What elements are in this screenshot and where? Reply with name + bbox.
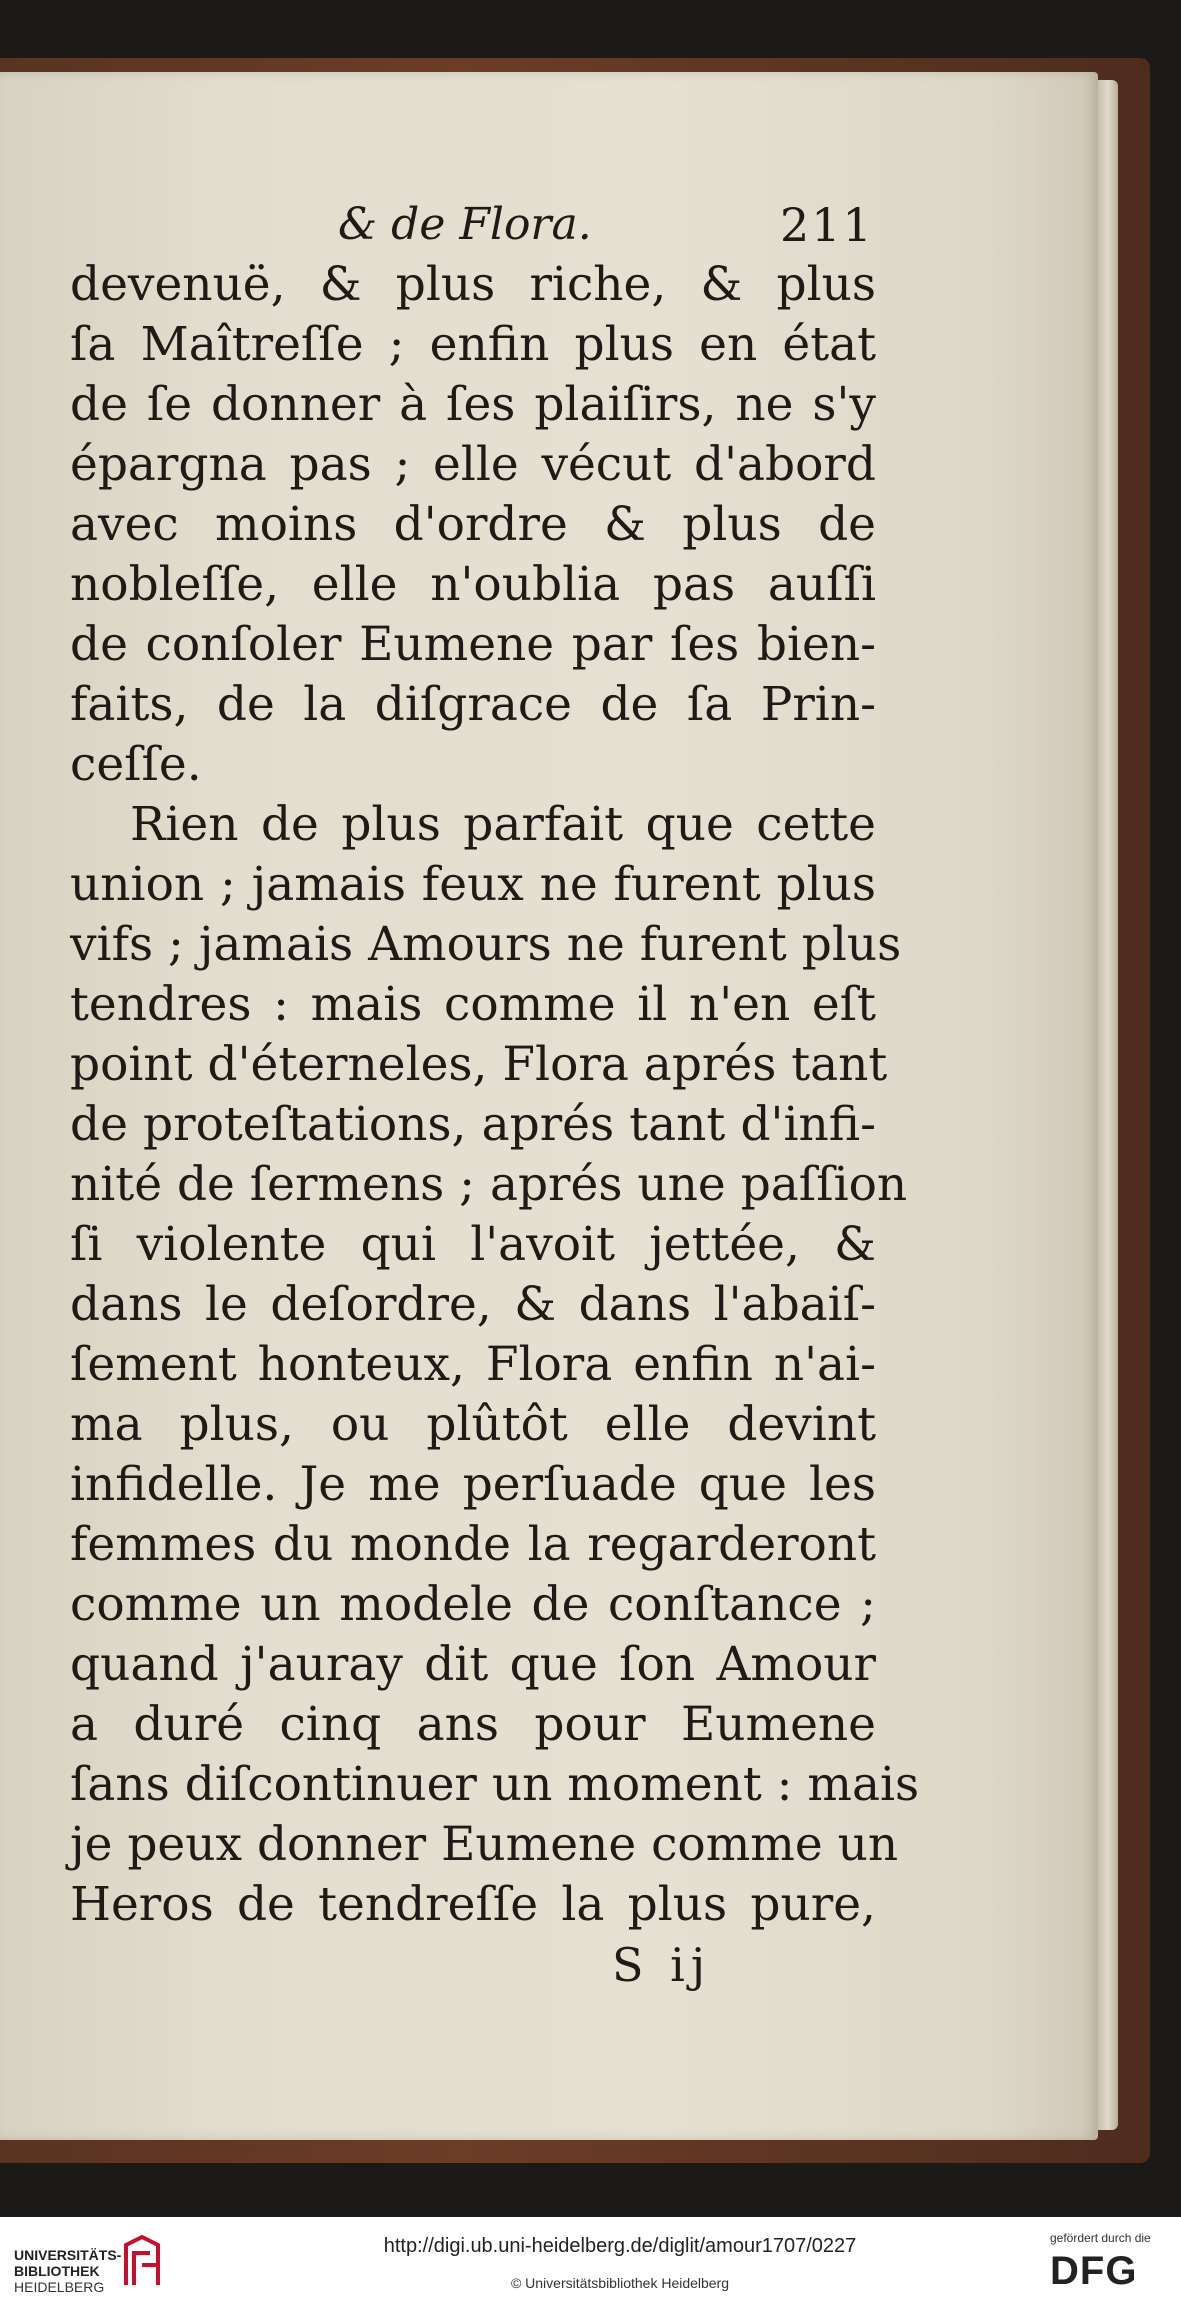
signature-mark: S ij <box>612 1938 712 1992</box>
text-line: comme un modele de conſtance ; <box>70 1577 876 1632</box>
text-line: Rien de plus parfait que cette <box>130 797 876 852</box>
logo-text-line: BIBLIOTHEK <box>14 2263 100 2279</box>
text-line: je peux donner Eumene comme un <box>70 1817 899 1872</box>
text-line: de proteſtations, aprés tant d'infi- <box>70 1097 876 1152</box>
text-line: nobleſſe, elle n'oublia pas auſſi <box>70 557 876 612</box>
text-line: de conſoler Eumene par ſes bien- <box>70 617 876 672</box>
page-edge <box>1098 80 1118 2130</box>
text-line: avec moins d'ordre & plus de <box>70 497 876 552</box>
text-line: infidelle. Je me perſuade que les <box>70 1457 876 1512</box>
text-line: ma plus, ou plûtôt elle devint <box>70 1397 876 1452</box>
text-line: quand j'auray dit que ſon Amour <box>70 1637 876 1692</box>
text-line: nité de ſermens ; aprés une paſſion <box>70 1157 908 1212</box>
text-line: Heros de tendreſſe la plus pure, <box>70 1877 876 1932</box>
text-line: ſans diſcontinuer un moment : mais <box>70 1757 920 1812</box>
library-logo-icon <box>122 2235 162 2289</box>
text-line: ſement honteux, Flora enfin n'ai- <box>70 1337 876 1392</box>
text-line: de ſe donner à ſes plaiſirs, ne s'y <box>70 377 876 432</box>
text-line: femmes du monde la regarderont <box>70 1517 876 1572</box>
logo-text-line: UNIVERSITÄTS- <box>14 2247 122 2263</box>
text-line: ſa Maîtreſſe ; enfin plus en état <box>70 317 876 372</box>
running-title: & de Flora. <box>338 199 592 250</box>
text-line: ſi violente qui l'avoit jettée, & <box>70 1217 876 1272</box>
body-text <box>70 255 920 1935</box>
text-line: ceſſe. <box>70 737 202 792</box>
text-line: dans le deſordre, & dans l'abaiſ- <box>70 1277 876 1332</box>
dfg-logo[interactable]: DFG <box>1050 2249 1138 2293</box>
footer-bar <box>0 2217 1181 2307</box>
text-line: devenuë, & plus riche, & plus <box>70 257 876 312</box>
logo-text-line: HEIDELBERG <box>14 2279 105 2295</box>
text-line: faits, de la diſgrace de ſa Prin- <box>70 677 876 732</box>
text-line: épargna pas ; elle vécut d'abord <box>70 437 876 492</box>
page-header <box>0 195 1098 255</box>
copyright-notice: © Universitätsbibliothek Heidelberg <box>510 2275 730 2291</box>
text-line: a duré cinq ans pour Eumene <box>70 1697 876 1752</box>
page-number: 211 <box>780 198 874 252</box>
text-line: tendres : mais comme il n'en eſt <box>70 977 876 1032</box>
funder-label: gefördert durch die <box>1050 2231 1151 2245</box>
text-line: union ; jamais feux ne furent plus <box>70 857 876 912</box>
text-line: point d'éterneles, Flora aprés tant <box>70 1037 888 1092</box>
permalink-url[interactable]: http://digi.ub.uni-heidelberg.de/diglit/amour1707/0227 <box>383 2235 857 2257</box>
text-line: vifs ; jamais Amours ne furent plus <box>70 917 902 972</box>
